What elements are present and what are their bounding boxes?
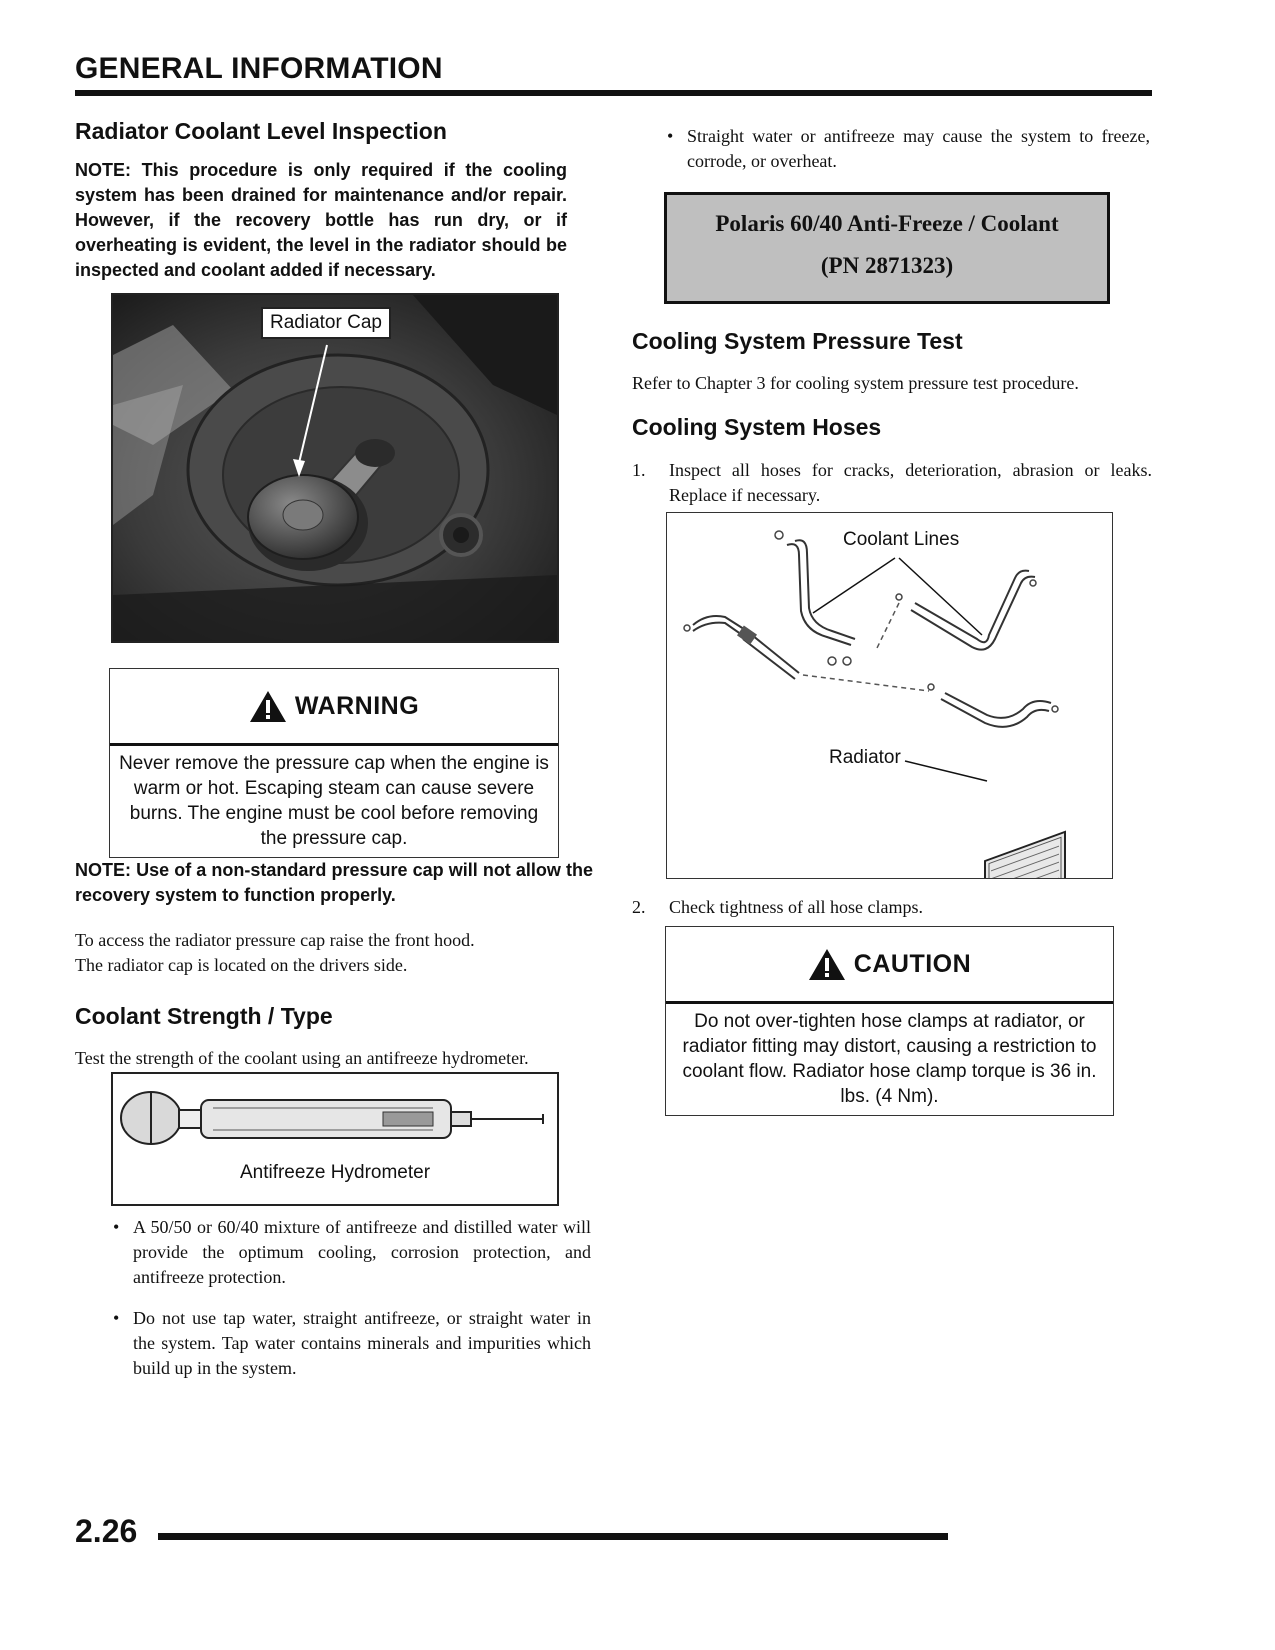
list-item: • A 50/50 or 60/40 mixture of antifreeze and distilled water will provide the optimum cooling, corrosion protection, and antifreeze protection.	[111, 1215, 591, 1290]
hydrometer-figure	[111, 1072, 559, 1206]
coolant-lines-drawing	[667, 513, 1112, 878]
list-item: • Straight water or antifreeze may cause the system to freeze, corrode, or overheat.	[665, 124, 1150, 174]
caution-body: Do not over-tighten hose clamps at radiator, or radiator fitting may distort, causing a restriction to coolant flow. Radiator hose clamp torque is 36 in. lbs. (4 Nm).	[682, 1011, 1097, 1107]
part-number-box	[664, 192, 1110, 304]
section-title-pressure-test: Cooling System Pressure Test	[632, 328, 963, 354]
caution-header	[666, 927, 1113, 1004]
section-title-coolant-level: Radiator Coolant Level Inspection	[75, 118, 447, 144]
bullet-text-tap-water: Do not use tap water, straight antifreeze, or straight water in the system. Tap water contains minerals and impurities which build up in the system.	[133, 1308, 591, 1378]
bullet-list-right	[665, 124, 1150, 174]
warning-header	[110, 669, 558, 746]
coolant-strength-text: Test the strength of the coolant using an antifreeze hydrometer.	[75, 1048, 529, 1068]
section-title-coolant-strength: Coolant Strength / Type	[75, 1003, 333, 1029]
list-item	[632, 895, 1152, 920]
caution-triangle-icon	[808, 948, 846, 981]
hose-step-2	[632, 895, 1152, 920]
bullet-text-straight-water: Straight water or antifreeze may cause the system to freeze, corrode, or overheat.	[687, 126, 1150, 171]
pn-box-line2: (PN 2871323)	[820, 253, 954, 278]
warning-triangle-icon	[249, 690, 287, 723]
step-number: 1.	[632, 460, 646, 480]
step-text: Inspect all hoses for cracks, deterioration, abrasion or leaks. Replace if necessary.	[669, 460, 1152, 505]
list-item: • Do not use tap water, straight antifreeze, or straight water in the system. Tap water contains minerals and impurities which build up in the system.	[111, 1306, 591, 1381]
hydrometer-drawing	[113, 1074, 557, 1154]
bullet-text-mixture: A 50/50 or 60/40 mixture of antifreeze and distilled water will provide the optimum cooling, corrosion protection, and antifreeze protection.	[133, 1217, 591, 1287]
radiator-cap-callout: Radiator Cap	[261, 307, 391, 339]
header-rule	[75, 90, 1152, 96]
pn-box-line1: Polaris 60/40 Anti-Freeze / Coolant	[715, 211, 1059, 236]
warning-box	[109, 668, 559, 858]
list-item	[632, 458, 1152, 508]
hydrometer-caption: Antifreeze Hydrometer	[239, 1162, 431, 1183]
callout-arrow	[113, 295, 557, 641]
step-text: Check tightness of all hose clamps.	[669, 897, 923, 917]
footer-rule	[158, 1533, 948, 1540]
access-text-line1: To access the radiator pressure cap raise the front hood.	[75, 930, 475, 950]
bullet-list-left	[111, 1215, 591, 1381]
coolant-lines-diagram	[666, 512, 1113, 879]
caution-box	[665, 926, 1114, 1116]
note-pressure-cap: NOTE: Use of a non-standard pressure cap will not allow the recovery system to function properly.	[75, 860, 593, 905]
label-radiator: Radiator	[829, 747, 901, 768]
page-header: GENERAL INFORMATION	[75, 52, 443, 85]
label-coolant-lines: Coolant Lines	[843, 529, 960, 550]
radiator-cap-photo	[111, 293, 559, 643]
hose-step-1	[632, 458, 1152, 508]
step-number: 2.	[632, 897, 646, 917]
access-text-line2: The radiator cap is located on the drivers side.	[75, 955, 408, 975]
section-title-hoses: Cooling System Hoses	[632, 414, 882, 440]
access-text	[75, 928, 595, 978]
warning-body: Never remove the pressure cap when the engine is warm or hot. Escaping steam can cause severe burns. The engine must be cool before removing the pressure cap.	[119, 753, 549, 849]
note-cooling-drained: NOTE: This procedure is only required if the cooling system has been drained for maintenance and/or repair. However, if the recovery bottle has run dry, or if overheating is evident, the level in the radiator should be inspected and coolant added if necessary.	[75, 160, 567, 280]
caution-title: CAUTION	[853, 949, 972, 978]
page-number: 2.26	[75, 1513, 138, 1549]
pressure-test-text: Refer to Chapter 3 for cooling system pressure test procedure.	[632, 373, 1079, 393]
warning-title: WARNING	[294, 691, 420, 720]
